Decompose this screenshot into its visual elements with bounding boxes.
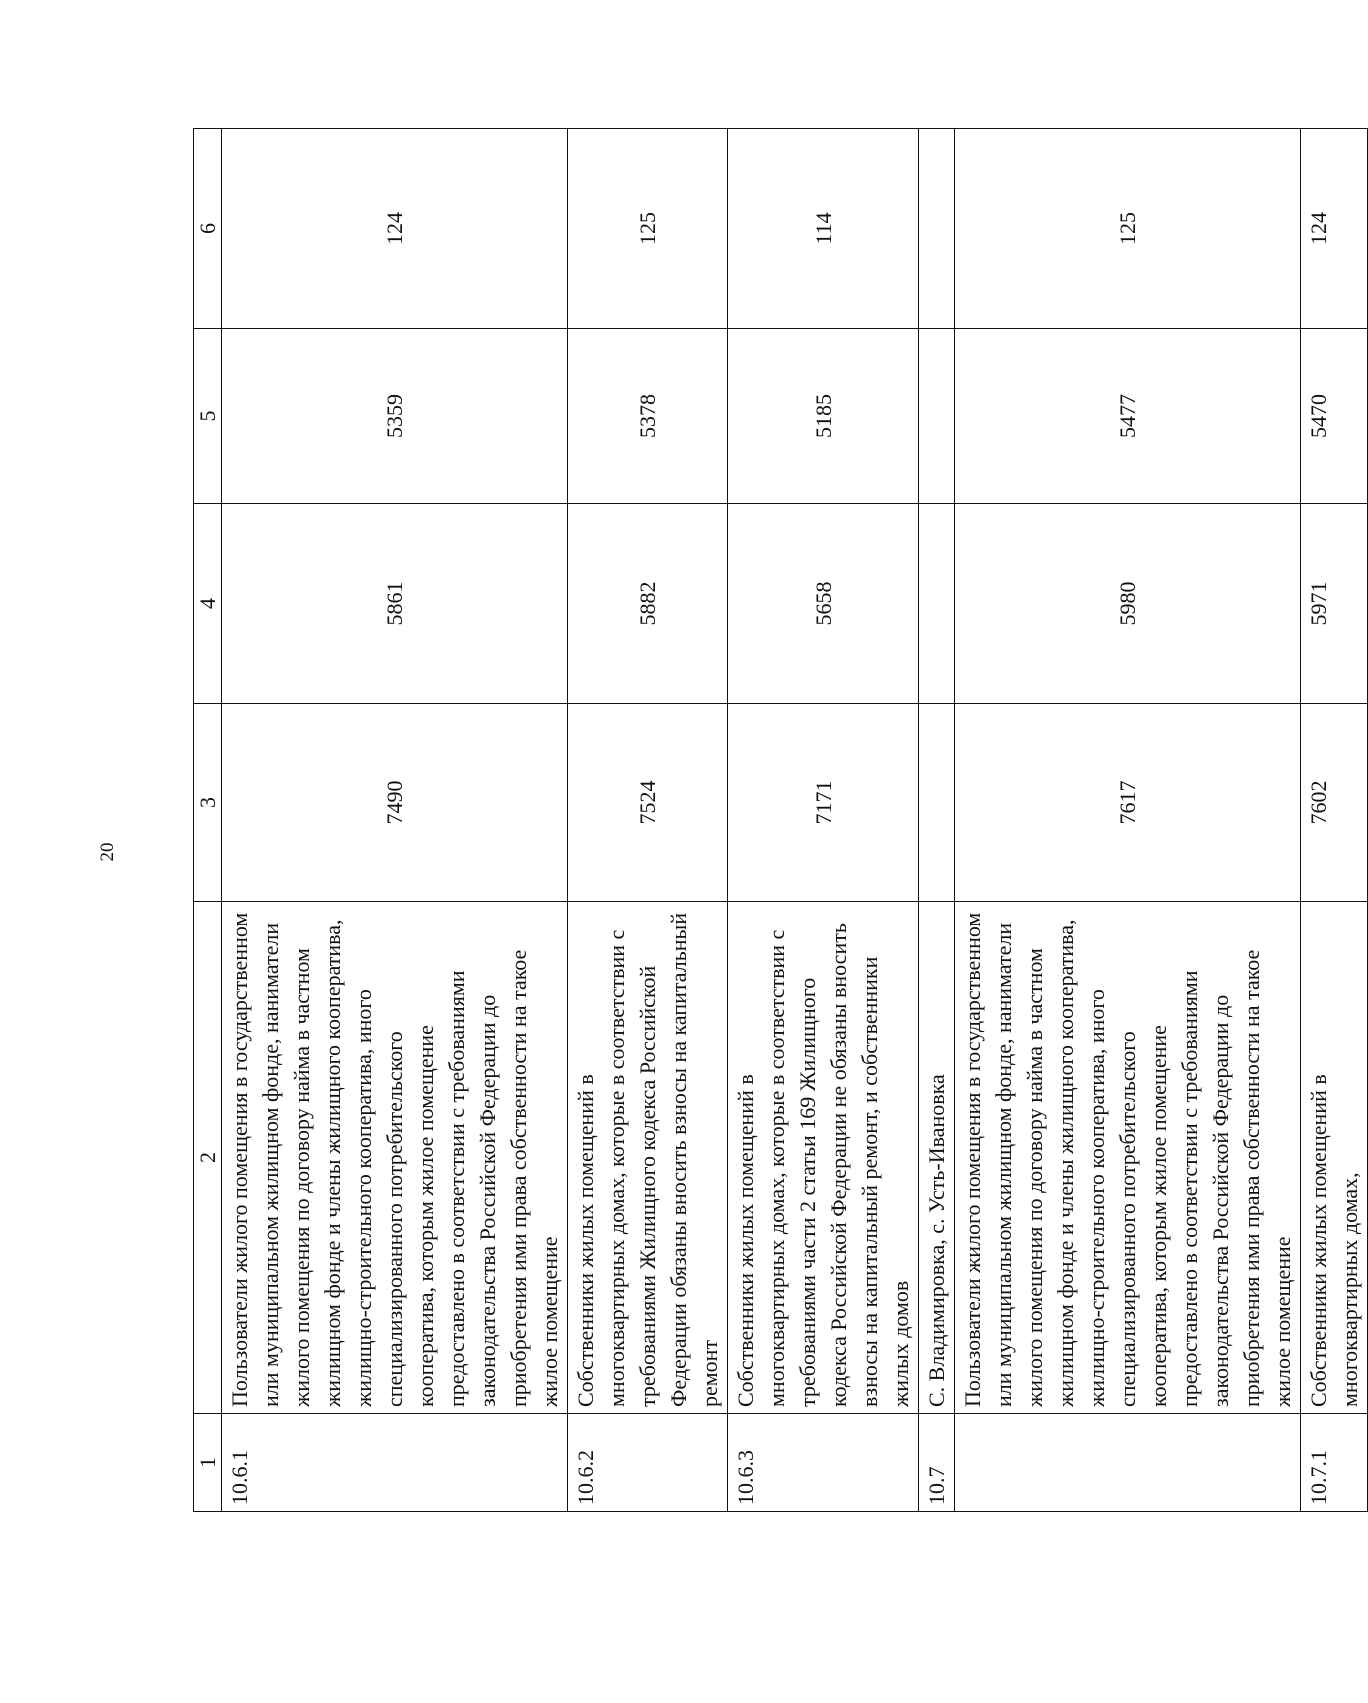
row-value-col-3: 7490 <box>222 704 568 902</box>
row-value-col-6: 124 <box>1301 129 1368 329</box>
row-value-col-5: 5477 <box>955 329 1301 504</box>
row-value-col-4 <box>919 504 955 704</box>
header-col-5: 5 <box>194 329 222 504</box>
row-value-col-3: 7602 <box>1301 704 1368 902</box>
row-code: 10.6.2 <box>568 1414 728 1512</box>
row-value-col-3: 7617 <box>955 704 1301 902</box>
row-value-col-6: 125 <box>955 129 1301 329</box>
row-value-col-6: 124 <box>222 129 568 329</box>
table-row <box>222 129 568 1512</box>
tariff-table <box>193 128 1368 1512</box>
header-col-2: 2 <box>194 902 222 1414</box>
row-value-col-4: 5971 <box>1301 504 1368 704</box>
row-value-col-5: 5359 <box>222 329 568 504</box>
row-code: 10.6.1 <box>222 1414 568 1512</box>
table-row <box>1301 129 1368 1512</box>
row-value-col-5: 5185 <box>728 329 919 504</box>
row-description: Собственники жилых помещений в многоквартирных домах, которые в соответствии с требованиями части 2 статьи 169 Жилищного кодекса Российской Федерации не обязаны вносить взносы на капитальный ремонт, и собственники жилых домов <box>728 902 919 1414</box>
row-description: Пользователи жилого помещения в государственном или муниципальном жилищном фонде, наниматели жилого помещения по договору найма в частном жилищном фонде и члены жилищного кооператива, жилищно-строительного кооператива, иного специализированного потребительского кооператива, которым жилое помещение предоставлено в соответствии с требованиями законодательства Российской Федерации до приобретения ими права собственности на такое жилое помещение <box>955 902 1301 1414</box>
row-value-col-4: 5861 <box>222 504 568 704</box>
header-col-1: 1 <box>194 1414 222 1512</box>
table-row <box>728 129 919 1512</box>
header-col-4: 4 <box>194 504 222 704</box>
row-description: Собственники жилых помещений в многоквартирных домах, <box>1301 902 1368 1414</box>
rotated-table-container <box>193 129 1362 1512</box>
row-code: 10.7.1 <box>1301 1414 1368 1512</box>
row-code: 10.6.3 <box>728 1414 919 1512</box>
table-row <box>568 129 728 1512</box>
row-value-col-3: 7524 <box>568 704 728 902</box>
row-value-col-4: 5882 <box>568 504 728 704</box>
row-code: 10.7 <box>919 1414 955 1512</box>
header-col-3: 3 <box>194 704 222 902</box>
row-value-col-3: 7171 <box>728 704 919 902</box>
row-value-col-5: 5470 <box>1301 329 1368 504</box>
row-value-col-5 <box>919 329 955 504</box>
row-value-col-6: 125 <box>568 129 728 329</box>
header-row <box>194 129 222 1512</box>
row-description: С. Владимировка, с. Усть-Ивановка <box>919 902 955 1414</box>
header-col-6: 6 <box>194 129 222 329</box>
page-number: 20 <box>97 842 118 862</box>
table-row <box>919 129 955 1512</box>
row-description: Собственники жилых помещений в многоквартирных домах, которые в соответствии с требованиями Жилищного кодекса Российской Федерации обязаны вносить взносы на капитальный ремонт <box>568 902 728 1414</box>
row-value-col-6: 114 <box>728 129 919 329</box>
row-value-col-6 <box>919 129 955 329</box>
row-value-col-4: 5658 <box>728 504 919 704</box>
row-value-col-5: 5378 <box>568 329 728 504</box>
table-row <box>955 129 1301 1512</box>
row-description: Пользователи жилого помещения в государственном или муниципальном жилищном фонде, наниматели жилого помещения по договору найма в частном жилищном фонде и члены жилищного кооператива, жилищно-строительного кооператива, иного специализированного потребительского кооператива, которым жилое помещение предоставлено в соответствии с требованиями законодательства Российской Федерации до приобретения ими права собственности на такое жилое помещение <box>222 902 568 1414</box>
row-value-col-3 <box>919 704 955 902</box>
row-code <box>955 1414 1301 1512</box>
row-value-col-4: 5980 <box>955 504 1301 704</box>
